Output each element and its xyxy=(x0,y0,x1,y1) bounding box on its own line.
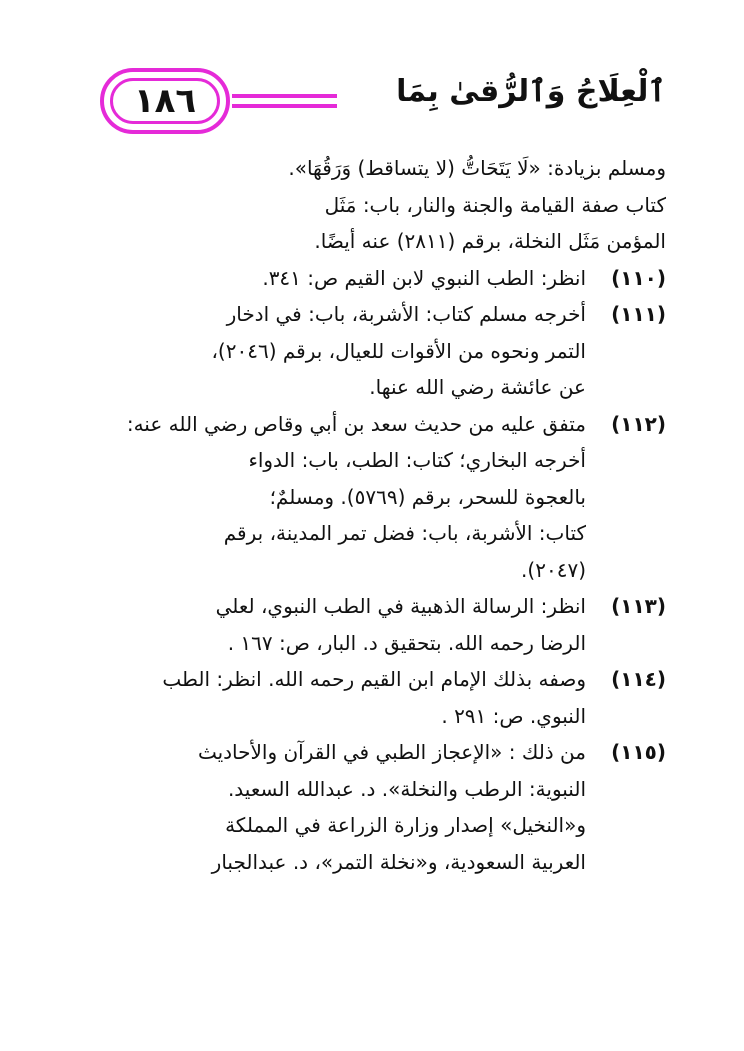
page-header xyxy=(100,68,666,138)
text-line: و«النخيل» إصدار وزارة الزراعة في المملكة xyxy=(225,813,586,837)
note-112 xyxy=(100,406,666,589)
note-number: (١١٤) xyxy=(611,667,666,691)
text-line: النبوي. ص: ٢٩١ . xyxy=(441,703,586,728)
text-line: التمر ونحوه من الأقوات للعيال، برقم (٢٠٤٦)، xyxy=(211,338,586,363)
text-line: انظر: الطب النبوي لابن القيم ص: ٣٤١. xyxy=(262,265,586,290)
text-line: أخرجه البخاري؛ كتاب: الطب، باب: الدواء xyxy=(248,448,586,472)
note-113 xyxy=(100,588,666,661)
note-111 xyxy=(100,296,666,406)
note-110 xyxy=(100,260,666,297)
text-line: ومسلم بزيادة: «لَا يَتَحَاتُّ (لا يتساقط) وَرَقُهَا». xyxy=(288,156,666,180)
note-number: (١١٠) xyxy=(611,265,666,290)
note-115 xyxy=(100,734,666,880)
text-line: (٢٠٤٧). xyxy=(521,557,586,582)
text-line: وصفه بذلك الإمام ابن القيم رحمه الله. انظر: الطب xyxy=(162,667,586,691)
note-number: (١١٢) xyxy=(611,411,666,436)
text-line: كتاب: الأشربة، باب: فضل تمر المدينة، برقم xyxy=(223,521,586,545)
text-line: بالعجوة للسحر، برقم (٥٧٦٩). ومسلمٌ؛ xyxy=(269,484,586,509)
page-number: ١٨٦ xyxy=(133,81,197,121)
note-114 xyxy=(100,661,666,734)
note-number: (١١٣) xyxy=(611,594,666,618)
note-number: (١١٥) xyxy=(611,740,666,764)
text-line: النبوية: الرطب والنخلة». د. عبدالله السعيد. xyxy=(227,776,586,801)
text-line: انظر: الرسالة الذهبية في الطب النبوي، لعلي xyxy=(215,594,586,618)
page-number-badge xyxy=(100,68,230,134)
text-line: عن عائشة رضي الله عنها. xyxy=(369,375,586,399)
header-double-rule xyxy=(232,94,337,108)
text-line: أخرجه مسلم كتاب: الأشربة، باب: في ادخار xyxy=(226,302,586,326)
note-number: (١١١) xyxy=(611,302,666,326)
footnotes-body xyxy=(100,150,666,880)
text-line: كتاب صفة القيامة والجنة والنار، باب: مَثَل xyxy=(324,192,666,217)
text-line: متفق عليه من حديث سعد بن أبي وقاص رضي الله عنه: xyxy=(126,411,586,436)
running-title: ٱلْعِلَاجُ وَٱلرُّقىٰ بِمَا xyxy=(396,74,666,109)
text-line: العربية السعودية، و«نخلة التمر»، د. عبدالجبار xyxy=(211,849,586,874)
text-line: الرضا رحمه الله. بتحقيق د. البار، ص: ١٦٧ . xyxy=(227,630,586,655)
text-line: المؤمن مَثَل النخلة، برقم (٢٨١١) عنه أيضًا. xyxy=(314,229,666,253)
text-line: من ذلك : «الإعجاز الطبي في القرآن والأحاديث xyxy=(197,740,586,764)
